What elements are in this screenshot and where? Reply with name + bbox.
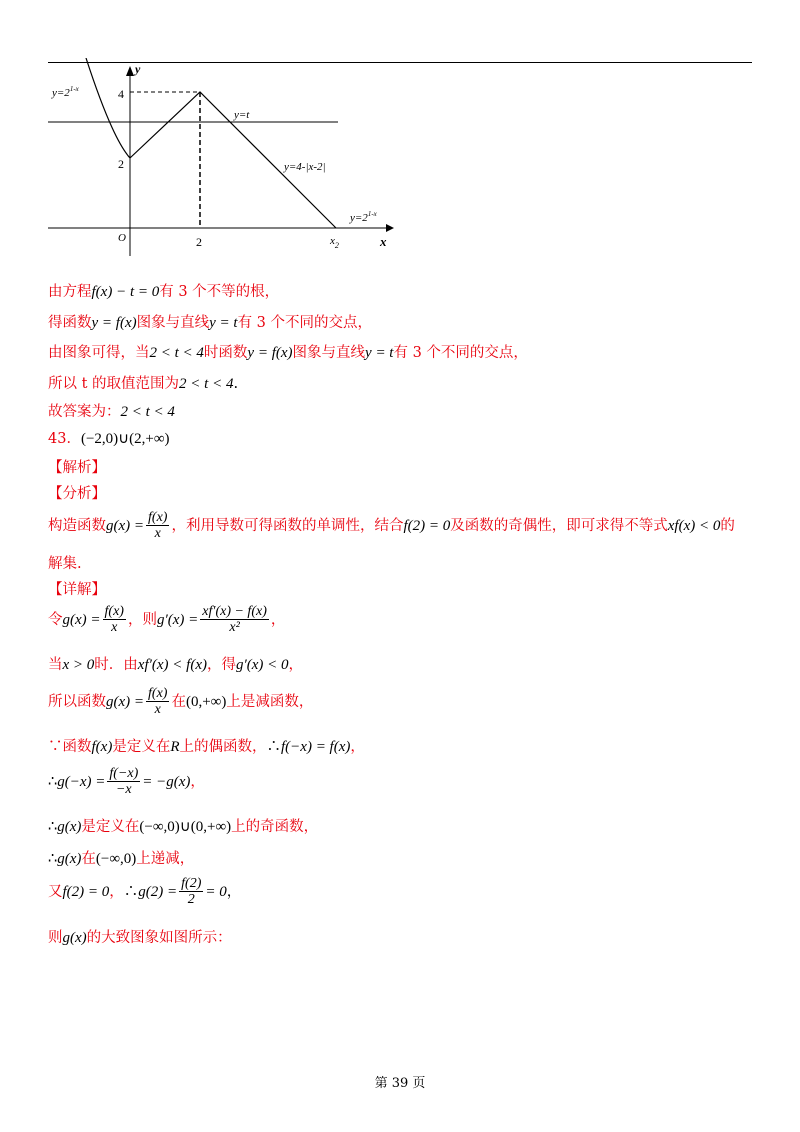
y-axis-arrow bbox=[126, 66, 134, 76]
text-line-2: 得函数y = f(x)图象与直线y = t有 3 个不同的交点， bbox=[48, 315, 373, 331]
tick-y2: 2 bbox=[118, 157, 124, 171]
origin-label: O bbox=[118, 232, 126, 244]
tick-y4: 4 bbox=[118, 87, 124, 101]
text-line-4: 所以 t 的取值范围为2 < t < 4. bbox=[48, 376, 239, 392]
text-line-12: 令g(x) = $\frac{f(x)}{x}$ ，则g′(x) = $\frac{xf'(x) - f(x)}{\text{x²}}$ ， bbox=[48, 604, 286, 636]
text-line-9: 构造函数g(x) = $\frac{f(x)}{x}$ ，利用导数可得函数的单调性，结合f(2) = 0及函数的奇偶性，即可求得不等式xf(x) < 0的 bbox=[48, 510, 735, 542]
curve-abs bbox=[130, 92, 336, 228]
text-line-1: 由方程f(x) − t = 0有 3 个不等的根， bbox=[48, 284, 280, 300]
label-left-curve: $y=2^{1-x}$ bbox=[52, 85, 79, 99]
text-line-16: ∴g(−x) = $\frac{f(-x)}{-x}$ = −g(x)， bbox=[48, 766, 205, 798]
tick-x2: 2 bbox=[196, 235, 202, 249]
tick-x2-root: $x_2$ bbox=[330, 235, 339, 250]
problem-43-answer: 43．(−2,0)∪(2,+∞) bbox=[48, 431, 170, 447]
label-right-curve: $y=2^{1-x}$ bbox=[350, 210, 377, 224]
function-graph bbox=[48, 58, 408, 258]
text-line-17: ∴g(x)是定义在(−∞,0)∪(0,+∞)上的奇函数， bbox=[48, 819, 319, 835]
heading-analysis: 【解析】 bbox=[48, 460, 106, 476]
text-line-14: 所以函数g(x) = $\frac{f(x)}{x}$ 在(0,+∞)上是减函数， bbox=[48, 686, 314, 718]
heading-fenxi: 【分析】 bbox=[48, 486, 106, 502]
page-number: 第 39 页 bbox=[374, 1076, 426, 1091]
x-axis-arrow bbox=[386, 224, 394, 232]
text-line-13: 当x > 0时．由xf′(x) < f(x)，得g′(x) < 0， bbox=[48, 657, 304, 673]
curve-exponential bbox=[86, 58, 130, 158]
text-line-19: 又f(2) = 0，∴g(2) = $\frac{f(2)}{2}$ = 0， bbox=[48, 876, 242, 908]
x-axis-label: x bbox=[380, 234, 387, 249]
label-abs: y=4-|x-2| bbox=[284, 161, 326, 173]
label-line-t: y=t bbox=[234, 109, 250, 121]
text-line-10: 解集. bbox=[48, 556, 82, 572]
y-axis-label: y bbox=[135, 62, 141, 76]
text-line-15: ∵函数f(x)是定义在R上的偶函数，∴f(−x) = f(x)， bbox=[48, 739, 365, 755]
text-line-3: 由图象可得，当2 < t < 4时函数y = f(x)图象与直线y = t有 3 个不同的交点， bbox=[48, 345, 528, 361]
text-line-5: 故答案为：2 < t < 4 bbox=[48, 404, 175, 420]
text-line-20: 则g(x)的大致图象如图所示： bbox=[48, 930, 232, 946]
text-line-18: ∴g(x)在(−∞,0)上递减， bbox=[48, 851, 195, 867]
heading-detail: 【详解】 bbox=[48, 582, 106, 598]
